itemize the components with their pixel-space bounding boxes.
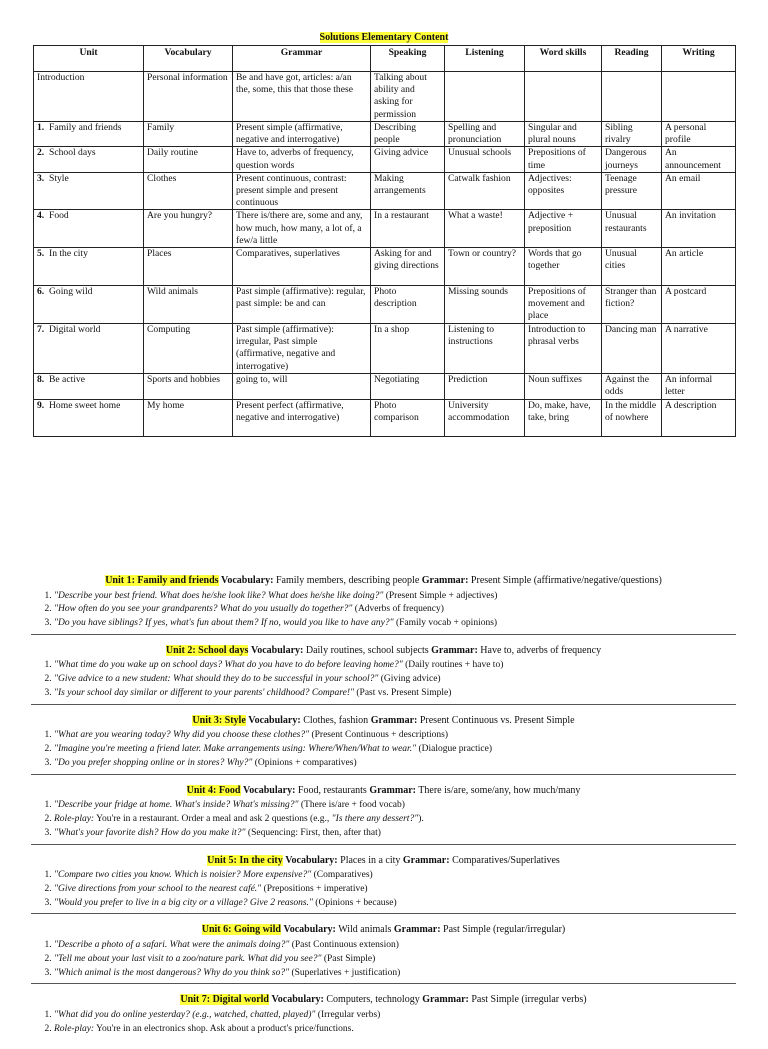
question-list xyxy=(31,1009,736,1037)
question-item xyxy=(54,729,736,743)
cell-speaking: Photo description xyxy=(371,286,445,324)
grammar-text: Past Simple (irregular verbs) xyxy=(471,994,587,1006)
question-item xyxy=(54,673,736,687)
unit-heading xyxy=(31,645,736,658)
cell-reading: Sibling rivalry xyxy=(602,122,662,147)
question-note: (Family vocab + opinions) xyxy=(393,618,498,629)
cell-reading: Dangerous journeys xyxy=(602,147,662,172)
question-note: (Past Simple) xyxy=(321,953,376,964)
vocabulary-label: Vocabulary: xyxy=(248,714,301,726)
cell-writing: An informal letter xyxy=(662,374,736,400)
question-note: (Past vs. Present Simple) xyxy=(354,687,452,698)
unit-block xyxy=(31,645,736,705)
grammar-text: Have to, adverbs of frequency xyxy=(480,644,602,656)
question-text: "What are you wearing today? Why did you choose these clothes?" xyxy=(54,730,310,741)
cell-word-skills: Do, make, have, take, bring xyxy=(525,400,602,437)
vocabulary-text: Wild animals xyxy=(338,924,392,936)
cell-speaking: Describing people xyxy=(371,122,445,147)
cell-listening: Town or country? xyxy=(445,248,525,286)
unit-heading xyxy=(31,785,736,798)
question-item xyxy=(54,617,736,631)
cell-writing: An email xyxy=(662,172,736,210)
grammar-label: Grammar: xyxy=(402,854,450,866)
table-row xyxy=(34,122,736,147)
question-instruction: You're in a restaurant. Order a meal and ask 2 questions (e.g., xyxy=(94,813,332,824)
cell-unit xyxy=(34,286,144,324)
question-text: "Would you prefer to live in a big city or a village? Give 2 reasons." xyxy=(54,897,313,908)
question-text: "What did you do online yesterday? (e.g., watched, chatted, played)" xyxy=(54,1009,316,1020)
question-item xyxy=(54,603,736,617)
unit-number: 3. xyxy=(37,172,45,184)
cell-grammar: Past simple (affirmative): regular, past simple: be and can xyxy=(233,286,371,324)
cell-writing: An announcement xyxy=(662,147,736,172)
question-note: (Superlatives + justification) xyxy=(289,967,401,978)
question-list xyxy=(31,799,736,840)
unit-title: Unit 1: Family and friends xyxy=(105,575,219,586)
question-note: (Opinions + because) xyxy=(312,897,397,908)
vocabulary-text: Family members, describing people xyxy=(275,575,420,586)
question-note: (Sequencing: First, then, after that) xyxy=(245,827,381,838)
question-text: "Do you prefer shopping online or in stores? Why?" xyxy=(54,757,253,768)
question-text: "Give directions from your school to the nearest café." xyxy=(54,883,262,894)
question-note: (Present Simple + adjectives) xyxy=(383,590,498,601)
cell-listening xyxy=(445,72,525,122)
cell-grammar: Past simple (affirmative): irregular, Past simple (affirmative, negative and interrogative) xyxy=(233,324,371,374)
cell-word-skills: Noun suffixes xyxy=(525,374,602,400)
question-note: (Dialogue practice) xyxy=(416,744,493,755)
question-note: (Adverbs of frequency) xyxy=(352,604,444,615)
grammar-label: Grammar: xyxy=(369,784,416,796)
unit-number: 2. xyxy=(37,147,45,159)
cell-word-skills: Words that go together xyxy=(525,248,602,286)
header-word-skills: Word skills xyxy=(525,46,602,72)
cell-vocabulary: Sports and hobbies xyxy=(144,374,233,400)
header-writing: Writing xyxy=(662,46,736,72)
cell-unit xyxy=(34,72,144,122)
cell-speaking: Photo comparison xyxy=(371,400,445,437)
unit-block xyxy=(31,924,736,984)
cell-unit xyxy=(34,210,144,248)
table-header-row xyxy=(34,46,736,72)
header-listening: Listening xyxy=(445,46,525,72)
vocabulary-text: Clothes, fashion xyxy=(303,714,369,726)
question-list xyxy=(31,729,736,770)
cell-word-skills: Prepositions of time xyxy=(525,147,602,172)
table-row xyxy=(34,172,736,210)
unit-block xyxy=(31,855,736,915)
cell-speaking: Making arrangements xyxy=(371,172,445,210)
unit-block xyxy=(31,575,736,635)
table-row xyxy=(34,286,736,324)
question-item xyxy=(54,799,736,813)
cell-speaking: Talking about ability and asking for permission xyxy=(371,72,445,122)
unit-name: In the city xyxy=(49,248,88,260)
unit-number: 8. xyxy=(37,374,45,386)
cell-reading: Unusual restaurants xyxy=(602,210,662,248)
cell-vocabulary: Clothes xyxy=(144,172,233,210)
question-item xyxy=(54,659,736,673)
grammar-label: Grammar: xyxy=(421,575,469,586)
cell-unit xyxy=(34,172,144,210)
question-text: "Give advice to a new student: What should they do to be successful in your school?" xyxy=(54,674,379,685)
grammar-label: Grammar: xyxy=(393,924,441,936)
unit-heading xyxy=(31,575,736,588)
unit-name: Going wild xyxy=(49,286,93,298)
cell-writing: A description xyxy=(662,400,736,437)
vocabulary-text: Daily routines, school subjects xyxy=(305,644,429,656)
cell-writing: An article xyxy=(662,248,736,286)
unit-title: Unit 4: Food xyxy=(186,784,241,796)
table-row xyxy=(34,400,736,437)
table-row xyxy=(34,324,736,374)
cell-grammar: There is/there are, some and any, how much, how many, a lot of, a few/a little xyxy=(233,210,371,248)
question-note: (Opinions + comparatives) xyxy=(252,757,357,768)
cell-reading: Against the odds xyxy=(602,374,662,400)
question-item xyxy=(54,953,736,967)
question-item xyxy=(54,1009,736,1023)
table-row xyxy=(34,147,736,172)
header-grammar: Grammar xyxy=(233,46,371,72)
cell-vocabulary: Computing xyxy=(144,324,233,374)
cell-grammar: Present continuous, contrast: present simple and present continuous xyxy=(233,172,371,210)
grammar-label: Grammar: xyxy=(431,644,478,656)
question-item xyxy=(54,757,736,771)
role-play-label: Role-play: xyxy=(54,813,95,824)
cell-writing xyxy=(662,72,736,122)
unit-number: 4. xyxy=(37,210,45,222)
cell-reading: Teenage pressure xyxy=(602,172,662,210)
cell-vocabulary: Personal information xyxy=(144,72,233,122)
cell-grammar: Present simple (affirmative, negative and interrogative) xyxy=(233,122,371,147)
grammar-text: Past Simple (regular/irregular) xyxy=(443,924,566,936)
unit-name: Food xyxy=(49,210,69,222)
cell-listening: University accommodation xyxy=(445,400,525,437)
cell-listening: Catwalk fashion xyxy=(445,172,525,210)
unit-block xyxy=(31,785,736,845)
vocabulary-label: Vocabulary: xyxy=(243,784,296,796)
grammar-text: Present Continuous vs. Present Simple xyxy=(419,714,575,726)
document-title xyxy=(0,32,768,45)
cell-unit xyxy=(34,324,144,374)
question-note: (Past Continuous extension) xyxy=(289,939,399,950)
question-text: "Compare two cities you know. Which is noisier? More expensive?" xyxy=(54,870,312,881)
vocabulary-text: Computers, technology xyxy=(326,994,420,1006)
question-note: (Comparatives) xyxy=(311,870,373,881)
vocabulary-label: Vocabulary: xyxy=(271,994,324,1006)
question-list xyxy=(31,659,736,700)
unit-heading xyxy=(31,924,736,937)
header-reading: Reading xyxy=(602,46,662,72)
grammar-label: Grammar: xyxy=(370,714,418,726)
question-text: "Tell me about your last visit to a zoo/nature park. What did you see?" xyxy=(54,953,322,964)
cell-vocabulary: Daily routine xyxy=(144,147,233,172)
cell-word-skills: Introduction to phrasal verbs xyxy=(525,324,602,374)
unit-title: Unit 7: Digital world xyxy=(180,994,269,1006)
unit-name: Introduction xyxy=(37,72,85,83)
cell-unit xyxy=(34,248,144,286)
cell-reading: Unusual cities xyxy=(602,248,662,286)
role-play-label: Role-play: xyxy=(54,1023,95,1034)
question-note: (Giving advice) xyxy=(378,674,441,685)
unit-title: Unit 6: Going wild xyxy=(201,924,281,936)
question-text: "Is your school day similar or different to your parents' childhood? Compare!" xyxy=(54,687,355,698)
cell-vocabulary: Family xyxy=(144,122,233,147)
question-text: "Is there any dessert?" xyxy=(331,813,419,824)
unit-heading xyxy=(31,715,736,728)
unit-number: 9. xyxy=(37,400,45,412)
cell-listening: Missing sounds xyxy=(445,286,525,324)
question-item xyxy=(54,1023,736,1037)
unit-name: Family and friends xyxy=(49,122,122,133)
table-row xyxy=(34,248,736,286)
vocabulary-label: Vocabulary: xyxy=(283,924,336,936)
cell-word-skills xyxy=(525,72,602,122)
unit-name: Digital world xyxy=(49,324,101,336)
cell-grammar: Comparatives, superlatives xyxy=(233,248,371,286)
cell-speaking: Asking for and giving directions xyxy=(371,248,445,286)
cell-grammar: going to, will xyxy=(233,374,371,400)
cell-vocabulary: Wild animals xyxy=(144,286,233,324)
question-text: "Do you have siblings? If yes, what's fun about them? If no, would you like to have any?" xyxy=(54,618,394,629)
unit-number: 6. xyxy=(37,286,45,298)
question-item xyxy=(54,813,736,827)
grammar-text: Present Simple (affirmative/negative/questions) xyxy=(470,575,662,586)
cell-writing: A personal profile xyxy=(662,122,736,147)
cell-word-skills: Adjectives: opposites xyxy=(525,172,602,210)
cell-grammar: Have to, adverbs of frequency, question words xyxy=(233,147,371,172)
cell-grammar: Be and have got, articles: a/an the, some, this that those these xyxy=(233,72,371,122)
cell-writing: A postcard xyxy=(662,286,736,324)
question-item xyxy=(54,687,736,701)
cell-unit xyxy=(34,400,144,437)
question-list xyxy=(31,590,736,631)
vocabulary-label: Vocabulary: xyxy=(250,644,304,656)
question-item xyxy=(54,590,736,604)
question-instruction: You're in an electronics shop. Ask about a product's price/functions. xyxy=(94,1023,354,1034)
cell-vocabulary: Places xyxy=(144,248,233,286)
cell-reading: Stranger than fiction? xyxy=(602,286,662,324)
grammar-label: Grammar: xyxy=(422,994,469,1006)
question-list xyxy=(31,869,736,910)
cell-vocabulary: Are you hungry? xyxy=(144,210,233,248)
question-note: (Irregular verbs) xyxy=(315,1009,381,1020)
unit-heading xyxy=(31,994,736,1007)
cell-speaking: Giving advice xyxy=(371,147,445,172)
cell-listening: Unusual schools xyxy=(445,147,525,172)
question-item xyxy=(54,897,736,911)
cell-reading: Dancing man xyxy=(602,324,662,374)
question-text: "Describe a photo of a safari. What were the animals doing?" xyxy=(54,939,290,950)
cell-writing: An invitation xyxy=(662,210,736,248)
question-item xyxy=(54,939,736,953)
vocabulary-label: Vocabulary: xyxy=(221,575,274,586)
question-text: "Describe your fridge at home. What's inside? What's missing?" xyxy=(54,800,299,811)
unit-questions-section xyxy=(31,575,736,1049)
grammar-text: There is/are, some/any, how much/many xyxy=(418,784,581,796)
unit-block xyxy=(31,715,736,775)
question-note: (Daily routines + have to) xyxy=(402,660,504,671)
table-row xyxy=(34,72,736,122)
grammar-text: Comparatives/Superlatives xyxy=(452,854,560,866)
unit-title: Unit 5: In the city xyxy=(207,854,283,866)
unit-title: Unit 2: School days xyxy=(165,644,249,656)
question-text: "Which animal is the most dangerous? Why do you think so?" xyxy=(54,967,290,978)
vocabulary-label: Vocabulary: xyxy=(285,854,338,866)
cell-word-skills: Adjective + preposition xyxy=(525,210,602,248)
unit-title: Unit 3: Style xyxy=(192,714,246,726)
unit-number: 7. xyxy=(37,324,45,336)
cell-word-skills: Prepositions of movement and place xyxy=(525,286,602,324)
question-note: (Present Continuous + descriptions) xyxy=(309,730,448,741)
question-item xyxy=(54,967,736,981)
unit-name: Be active xyxy=(49,374,85,386)
cell-listening: Listening to instructions xyxy=(445,324,525,374)
question-item xyxy=(54,827,736,841)
question-text: "Describe your best friend. What does he/she look like? What does he/she like doing?" xyxy=(54,590,384,601)
question-text: "Imagine you're meeting a friend later. Make arrangements using: Where/When/What to wear." xyxy=(54,744,417,755)
question-text: "What time do you wake up on school days? What do you have to do before leaving home?" xyxy=(54,660,403,671)
cell-speaking: In a shop xyxy=(371,324,445,374)
unit-heading xyxy=(31,855,736,868)
unit-name: School days xyxy=(49,147,96,159)
cell-reading xyxy=(602,72,662,122)
header-speaking: Speaking xyxy=(371,46,445,72)
question-note: (There is/are + food vocab) xyxy=(298,800,405,811)
vocabulary-text: Food, restaurants xyxy=(297,784,367,796)
unit-number: 1. xyxy=(37,122,45,133)
table-body xyxy=(34,72,736,437)
question-note: ). xyxy=(418,813,424,824)
cell-reading: In the middle of nowhere xyxy=(602,400,662,437)
cell-listening: Prediction xyxy=(445,374,525,400)
cell-speaking: In a restaurant xyxy=(371,210,445,248)
question-note: (Prepositions + imperative) xyxy=(261,883,368,894)
unit-name: Style xyxy=(49,172,69,184)
cell-vocabulary: My home xyxy=(144,400,233,437)
vocabulary-text: Places in a city xyxy=(340,854,401,866)
cell-unit xyxy=(34,147,144,172)
cell-word-skills: Singular and plural nouns xyxy=(525,122,602,147)
header-vocabulary: Vocabulary xyxy=(144,46,233,72)
table-row xyxy=(34,210,736,248)
cell-writing: A narrative xyxy=(662,324,736,374)
unit-number: 5. xyxy=(37,248,45,260)
unit-name: Home sweet home xyxy=(49,400,121,412)
cell-speaking: Negotiating xyxy=(371,374,445,400)
cell-grammar: Present perfect (affirmative, negative and interrogative) xyxy=(233,400,371,437)
question-text: "What's your favorite dish? How do you make it?" xyxy=(54,827,246,838)
cell-listening: What a waste! xyxy=(445,210,525,248)
unit-block xyxy=(31,994,736,1039)
cell-unit xyxy=(34,122,144,147)
content-table xyxy=(33,45,736,437)
question-item xyxy=(54,883,736,897)
question-text: "How often do you see your grandparents? What do you usually do together?" xyxy=(54,604,353,615)
header-unit: Unit xyxy=(34,46,144,72)
cell-listening: Spelling and pronunciation xyxy=(445,122,525,147)
question-item xyxy=(54,743,736,757)
question-item xyxy=(54,869,736,883)
cell-unit xyxy=(34,374,144,400)
question-list xyxy=(31,939,736,980)
table-row xyxy=(34,374,736,400)
document-title-text: Solutions Elementary Content xyxy=(319,32,449,43)
